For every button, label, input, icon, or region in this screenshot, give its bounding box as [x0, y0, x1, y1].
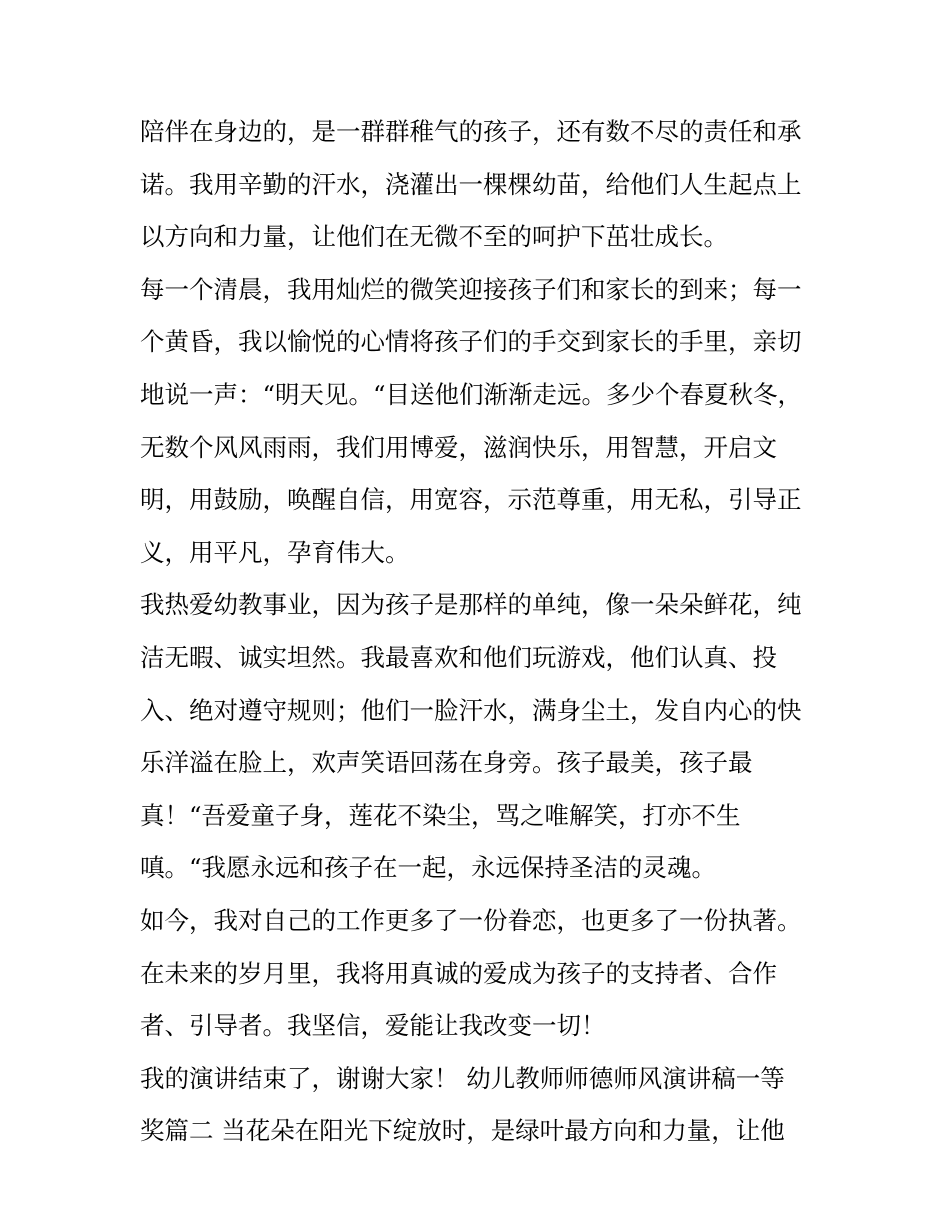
text-line: 洁无暇、诚实坦然。我最喜欢和他们玩游戏，他们认真、投 [140, 642, 777, 672]
text-line: 我的演讲结束了，谢谢大家！ 幼儿教师师德师风演讲稿一等 [140, 1063, 785, 1093]
text-line: 地说一声：“明天见。“目送他们渐渐走远。多少个春夏秋冬， [140, 379, 803, 409]
text-line: 在未来的岁月里，我将用真诚的爱成为孩子的支持者、合作 [140, 958, 777, 988]
text-line: 如今，我对自己的工作更多了一份眷恋，也更多了一份执著。 [140, 905, 802, 935]
text-line: 我热爱幼教事业，因为孩子是那样的单纯，像一朵朵鲜花，纯 [140, 590, 802, 620]
text-line: 奖篇二 当花朵在阳光下绽放时，是绿叶最方向和力量，让他 [140, 1116, 785, 1146]
text-line: 无数个风风雨雨，我们用博爱，滋润快乐，用智慧，开启文 [140, 432, 777, 462]
text-line: 每一个清晨，我用灿烂的微笑迎接孩子们和家长的到来；每一 [140, 274, 802, 304]
text-line: 明，用鼓励，唤醒自信，用宽容，示范尊重，用无私，引导正 [140, 485, 802, 515]
text-line: 以方向和力量，让他们在无微不至的呵护下茁壮成长。 [140, 222, 728, 252]
text-line: 义，用平凡，孕育伟大。 [140, 537, 410, 567]
text-line: 嗔。“我愿永远和孩子在一起，永远保持圣洁的灵魂。 [140, 853, 717, 883]
text-line: 陪伴在身边的，是一群群稚气的孩子，还有数不尽的责任和承 [140, 117, 802, 146]
text-line: 乐洋溢在脸上，欢声笑语回荡在身旁。孩子最美，孩子最 [140, 748, 753, 778]
speech-text [140, 106, 820, 1158]
text-line: 真！“吾爱童子身，莲花不染尘，骂之唯解笑，打亦不生 [140, 800, 741, 830]
text-line: 诺。我用辛勤的汗水，浇灌出一棵棵幼苗，给他们人生起点上 [140, 169, 802, 199]
text-line: 个黄昏，我以愉悦的心情将孩子们的手交到家长的手里，亲切 [140, 327, 802, 357]
text-line: 者、引导者。我坚信，爱能让我改变一切！ [140, 1011, 606, 1041]
text-line: 入、绝对遵守规则；他们一脸汗水，满身尘土，发自内心的快 [140, 695, 802, 725]
